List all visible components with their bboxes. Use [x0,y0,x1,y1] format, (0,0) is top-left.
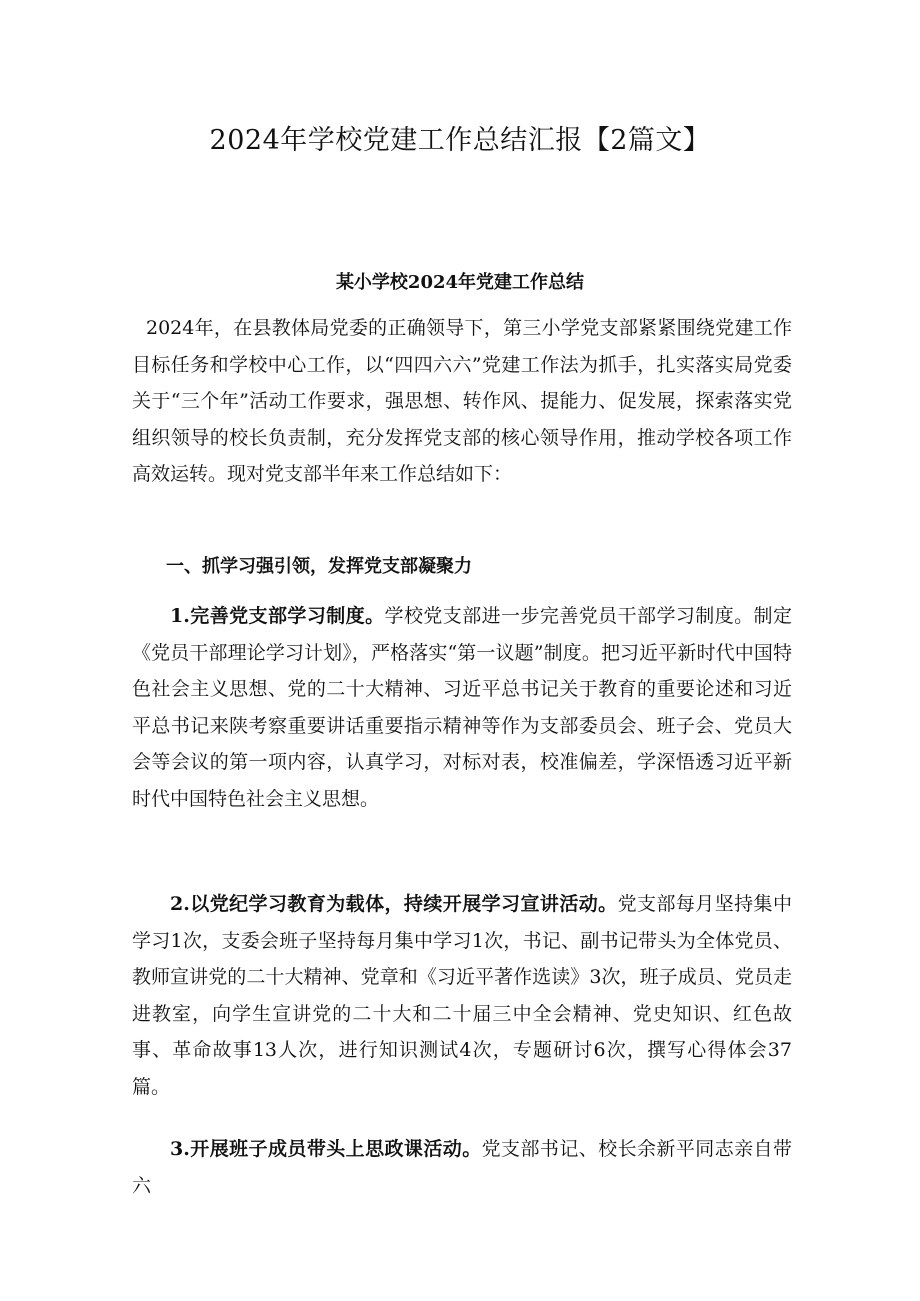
item-paragraph-3 [132,1131,792,1204]
item-lead: .完善党支部学习制度。 [183,605,385,627]
item-number: 1 [170,605,184,627]
intro-text: 2024年，在县教体局党委的正确领导下，第三小学党支部紧紧围绕党建工作目标任务和学校中心工作，以“四四六六”党建工作法为抓手，扎实落实局党委关于“三个年”活动工作要求，强思想、转作风、提能力、促发展，探索落实党组织领导的校长负责制，充分发挥党支部的核心领导作用，推动学校各项工作高效运转。现对党支部半年来工作总结如下： [132,317,792,485]
item-lead: .开展班子成员带头上思政课活动。 [183,1138,482,1160]
item-number: 3 [170,1138,184,1160]
document-title: 2024年学校党建工作总结汇报【2篇文】 [209,125,711,156]
item-paragraph-1 [132,598,792,817]
section-subtitle: 某小学校2024年党建工作总结 [335,272,585,293]
section-heading: 一、抓学习强引领，发挥党支部凝聚力 [166,556,472,577]
item-number: 2 [170,893,184,915]
item-body: 学校党支部进一步完善党员干部学习制度。制定《党员干部理论学习计划》，严格落实“第一议题”制度。把习近平新时代中国特色社会主义思想、党的二十大精神、习近平总书记关于教育的重要论述和习近平总书记来陕考察重要讲话重要指示精神等作为支部委员会、班子会、党员大会等会议的第一项内容，认真学习，对标对表，校准偏差，学深悟透习近平新时代中国特色社会主义思想。 [132,605,792,810]
item-paragraph-2 [132,886,792,1105]
item-body: 党支部每月坚持集中学习1次，支委会班子坚持每月集中学习1次，书记、副书记带头为全体党员、教师宣讲党的二十大精神、党章和《习近平著作选读》3次，班子成员、党员走进教室，向学生宣讲党的二十大和二十届三中全会精神、党史知识、红色故事、革命故事13人次，进行知识测试4次，专题研讨6次，撰写心得体会37篇。 [132,893,792,1098]
intro-paragraph [132,310,792,493]
item-body: 党支部书记、校长余新平同志亲自带六 [132,1138,792,1197]
item-lead: .以党纪学习教育为载体，持续开展学习宣讲活动。 [183,893,618,915]
